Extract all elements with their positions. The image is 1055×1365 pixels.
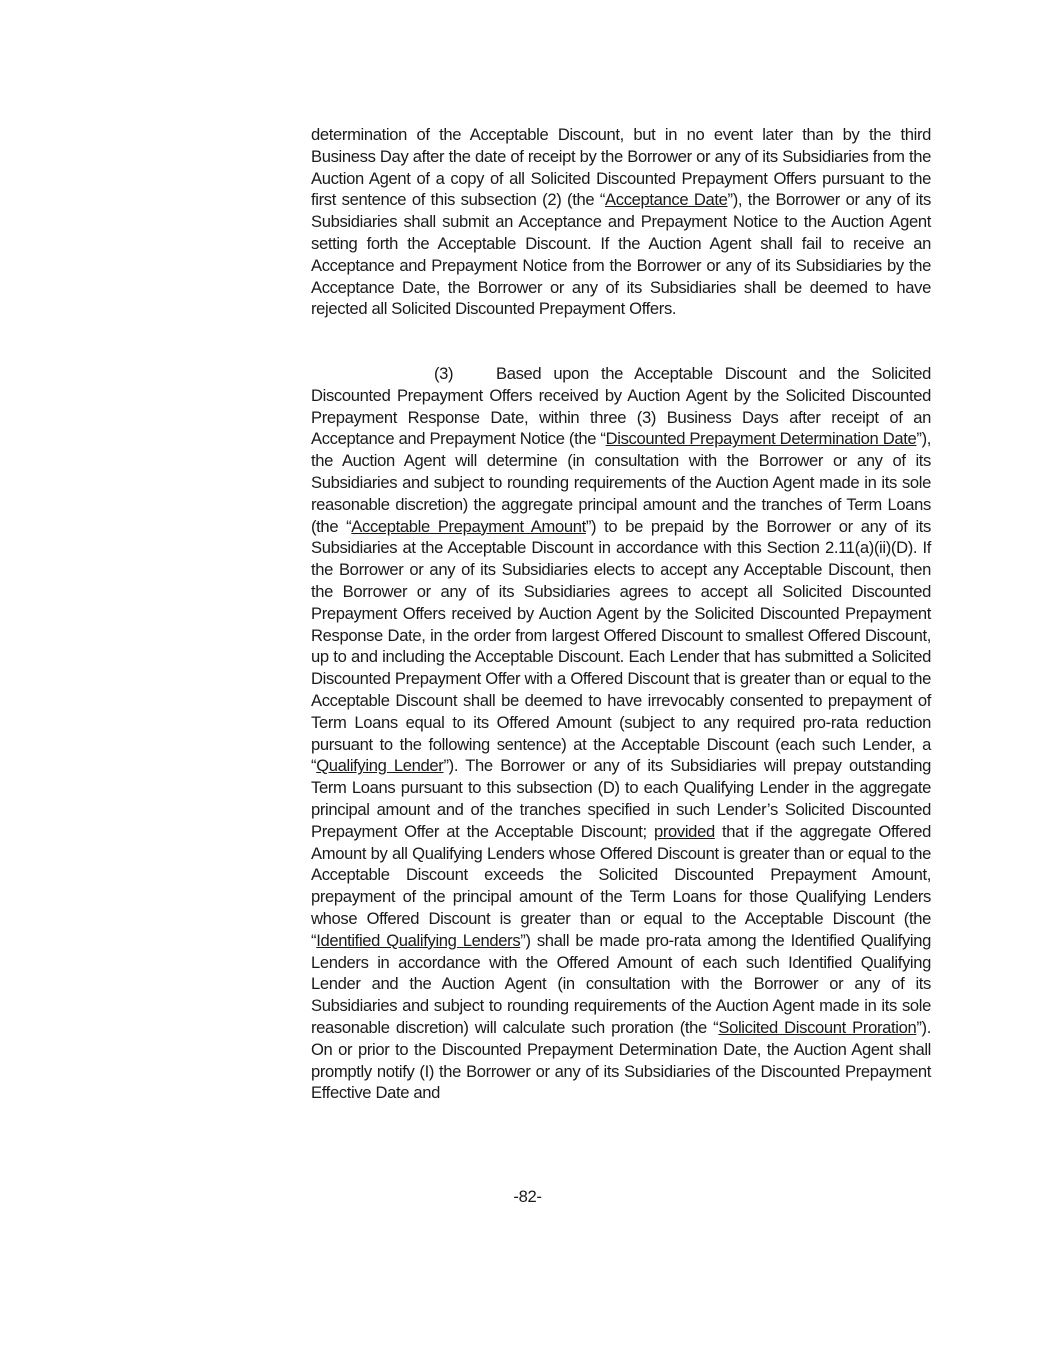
- defined-term: Acceptable Prepayment Amount: [351, 516, 586, 536]
- paragraph-acceptance-date: [311, 124, 931, 320]
- defined-term: Solicited Discount Proration: [718, 1017, 917, 1037]
- paragraph-3-body: [311, 364, 931, 1102]
- text-run: ”). On or prior to the Discounted Prepayment Determination Date, the Auction Agent shall promptly notify (I) the Borrower or any of its Subsidiaries of the Discounted Prepayment Effective Date and: [311, 1017, 931, 1103]
- defined-term: Discounted Prepayment Determination Date: [605, 429, 917, 449]
- text-run: ”) to be prepaid by the Borrower or any of its Subsidiaries at the Acceptable Discount in accordance with this Section 2.11(a)(ii)(D). If the Borrower or any of its Subsidiaries elects to accept any Acceptable Discount, then the Borrower or any of its Subsidiaries agrees to accept all Solicited Discounted Prepayment Offers received by Auction Agent by the Solicited Discounted Prepayment Response Date, in the order from largest Offered Discount to smallest Offered Discount, up to and including the Acceptable Discount. Each Lender that has submitted a Solicited Discounted Prepayment Offer with a Offered Discount that is greater than or equal to the Acceptable Discount shall be deemed to have irrevocably consented to prepayment of Term Loans equal to its Offered Amount (subject to any required pro-rata reduction pursuant to the following sentence) at the Acceptable Discount (each such Lender, a “: [311, 516, 931, 776]
- text-run: ”), the Borrower or any of its Subsidiaries shall submit an Acceptance and Prepayment Notice to the Auction Agent setting forth the Acceptable Discount. If the Auction Agent shall fail to receive an Acceptance and Prepayment Notice from the Borrower or any of its Subsidiaries by the Acceptance Date, the Borrower or any of its Subsidiaries shall be deemed to have rejected all Solicited Discounted Prepayment Offers.: [311, 190, 931, 319]
- page-number: -82-: [513, 1187, 542, 1206]
- text-run: ”) shall be made pro-rata among the Identified Qualifying Lenders in accordance with the Offered Amount of each such Identified Qualifying Lender and the Auction Agent (in consultation with the Borrower or any of its Subsidiaries and subject to rounding requirements of the Auction Agent made in its sole reasonable discretion) will calculate such proration (the “: [311, 930, 931, 1037]
- text-run: ”). The Borrower or any of its Subsidiaries will prepay outstanding Term Loans pursuant to this subsection (D) to each Qualifying Lender in the aggregate principal amount and of the tranches specified in such Lender’s Solicited Discounted Prepayment Offer at the Acceptable Discount;: [311, 756, 932, 841]
- paragraph-number: (3): [434, 364, 454, 383]
- defined-term: Qualifying Lender: [316, 756, 444, 776]
- defined-term: Identified Qualifying Lenders: [316, 930, 521, 950]
- text-run: that if the aggregate Offered Amount by all Qualifying Lenders whose Offered Discount is greater than or equal to the Acceptable Discount exceeds the Solicited Discounted Prepayment Amount, prepayment of the principal amount of the Term Loans for those Qualifying Lenders whose Offered Discount is greater than or equal to the Acceptable Discount (the “: [311, 821, 931, 950]
- text-run: ”), the Auction Agent will determine (in consultation with the Borrower or any of its Subsidiaries and subject to rounding requirements of the Auction Agent made in its sole reasonable discretion) the aggregate principal amount and the tranches of Term Loans (the “: [311, 429, 932, 536]
- text-run: determination of the Acceptable Discount, but in no event later than by the third Business Day after the date of receipt by the Borrower or any of its Subsidiaries from the Auction Agent of a copy of all Solicited Discounted Prepayment Offers pursuant to the first sentence of this subsection (2) (the “: [311, 125, 931, 210]
- defined-term: Acceptance Date: [605, 190, 728, 210]
- text-run: Based upon the Acceptable Discount and the Solicited Discounted Prepayment Offers received by Auction Agent by the Solicited Discounted Prepayment Response Date, within three (3) Business Days after receipt of an Acceptance and Prepayment Notice (the “: [311, 364, 931, 449]
- paragraph-3-prepayment-determination: [311, 363, 931, 1104]
- defined-term: provided: [653, 821, 715, 841]
